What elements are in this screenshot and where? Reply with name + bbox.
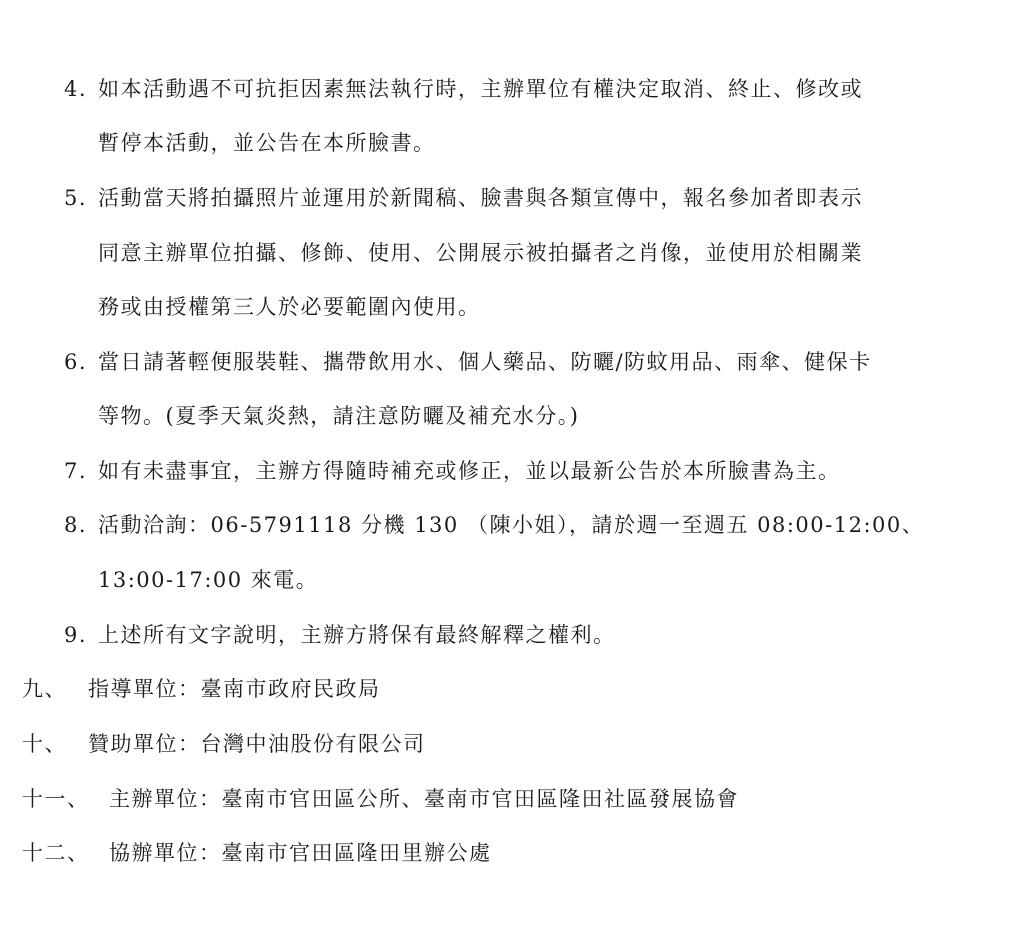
list-item-text: 上述所有文字說明，主辦方將保有最終解釋之權利。 (98, 623, 616, 647)
list-item-5-line-1 (64, 183, 863, 213)
section-text: 贊助單位：台灣中油股份有限公司 (88, 732, 426, 756)
section-number: 十、 (22, 732, 67, 756)
section-text: 協辦單位：臺南市官田區隆田里辦公處 (109, 841, 492, 865)
list-item-text: 當日請著輕便服裝鞋、攜帶飲用水、個人藥品、防曬/防蚊用品、雨傘、健保卡 (98, 350, 872, 374)
section-text: 指導單位：臺南市政府民政局 (88, 677, 381, 701)
list-item-5-line-3 (98, 292, 481, 322)
list-item-text: 如有未盡事宜，主辦方得隨時補充或修正，並以最新公告於本所臉書為主。 (98, 459, 841, 483)
list-item-6-line-1 (64, 347, 872, 377)
list-item-text: 活動當天將拍攝照片並運用於新聞稿、臉書與各類宣傳中，報名參加者即表示 (98, 186, 863, 210)
list-item-9-line-1 (64, 620, 616, 650)
section-ten (22, 729, 426, 759)
list-item-number: 9. (64, 623, 88, 647)
list-item-4-line-2 (98, 128, 436, 158)
list-item-number: 4. (64, 77, 88, 101)
list-item-5-line-2 (98, 238, 863, 268)
section-number: 九、 (22, 677, 67, 701)
list-item-number: 7. (64, 459, 88, 483)
list-item-text: 活動洽詢：06-5791118 分機 130 （陳小姐），請於週一至週五 08:00-12:00、 (98, 513, 925, 537)
list-item-text: 務或由授權第三人於必要範圍內使用。 (98, 295, 481, 319)
list-item-number: 8. (64, 513, 88, 537)
list-item-text: 如本活動遇不可抗拒因素無法執行時，主辦單位有權決定取消、終止、修改或 (98, 77, 863, 101)
list-item-number: 5. (64, 186, 88, 210)
list-item-text: 等物。(夏季天氣炎熱，請注意防曬及補充水分。) (98, 404, 580, 428)
list-item-text: 同意主辦單位拍攝、修飾、使用、公開展示被拍攝者之肖像，並使用於相關業 (98, 241, 863, 265)
list-item-number: 6. (64, 350, 88, 374)
list-item-4-line-1 (64, 74, 863, 104)
section-text: 主辦單位：臺南市官田區公所、臺南市官田區隆田社區發展協會 (109, 787, 739, 811)
list-item-text: 13:00-17:00 來電。 (98, 568, 319, 592)
list-item-7-line-1 (64, 456, 841, 486)
section-twelve (22, 838, 492, 868)
list-item-text: 暫停本活動，並公告在本所臉書。 (98, 131, 436, 155)
section-number: 十二、 (22, 841, 90, 865)
section-number: 十一、 (22, 787, 90, 811)
list-item-6-line-2 (98, 401, 579, 431)
list-item-8-line-1 (64, 510, 924, 540)
section-eleven (22, 784, 739, 814)
section-nine (22, 674, 381, 704)
list-item-8-line-2 (98, 565, 318, 595)
